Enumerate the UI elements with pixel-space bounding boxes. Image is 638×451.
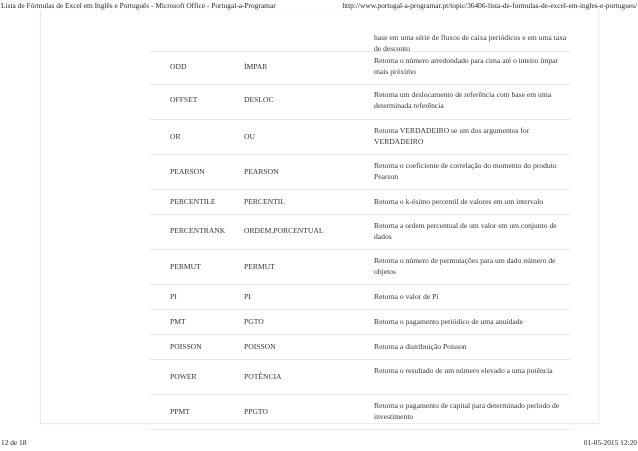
formula-portuguese: ORDEM.PORCENTUAL — [244, 226, 324, 235]
formula-portuguese: DESLOC — [244, 95, 274, 104]
formula-english: PPMT — [170, 407, 190, 416]
table-row — [150, 190, 570, 215]
formula-description: Retorna o número arredondado para cima até o inteiro ímpar mais próximo — [374, 56, 559, 76]
table-row — [150, 335, 570, 360]
table-row — [150, 310, 570, 335]
formula-description: Retorna o valor de Pi — [374, 292, 439, 301]
document-url: http://www.portugal-a-programar.pt/topic/36406-lista-de-formulas-de-excel-em-ingles-e-portugues/ — [342, 1, 637, 10]
formula-portuguese: PGTO — [244, 317, 264, 326]
formula-portuguese: PPGTO — [244, 407, 268, 416]
formula-portuguese: POISSON — [244, 342, 276, 351]
formula-description: Retorna o pagamento de capital para determinado período de investimento — [374, 401, 560, 421]
formula-portuguese: PEARSON — [244, 167, 279, 176]
formula-description: Retorna o k-ésimo percentil de valores em um intervalo — [374, 197, 544, 206]
formula-english: PERCENTILE — [170, 197, 216, 206]
table-row — [150, 360, 570, 395]
table-row — [150, 155, 570, 190]
formula-english: ODD — [170, 62, 187, 71]
table-row — [150, 120, 570, 155]
page-number: 12 de 18 — [1, 438, 27, 447]
formula-english: PI — [170, 292, 177, 301]
formula-portuguese: ÍMPAR — [244, 62, 268, 71]
table-row — [150, 215, 570, 250]
table-row — [150, 395, 570, 430]
formula-description: Retorna a ordem percentual de um valor em um conjunto de dados — [374, 221, 557, 241]
formula-description: Retorna o pagamento periódico de uma anuidade — [374, 317, 523, 326]
print-datetime: 01-05-2015 12:20 — [583, 438, 637, 447]
formula-english: POISSON — [170, 342, 202, 351]
table-row — [150, 285, 570, 310]
formula-description: Retorna um deslocamento de referência com base em uma determinada referência — [374, 90, 552, 110]
formula-portuguese: PERCENTIL — [244, 197, 285, 206]
formula-english: POWER — [170, 372, 197, 381]
formula-portuguese: OU — [244, 132, 255, 141]
formula-table — [150, 11, 570, 430]
formula-english: OFFSET — [170, 95, 198, 104]
document-title: Lista de Fórmulas de Excel em Inglês e Português - Microsoft Office - Portugal-a-Programar — [1, 1, 276, 10]
table-row — [150, 85, 570, 120]
formula-portuguese: PI — [244, 292, 251, 301]
formula-description: Retorna a distribuição Poisson — [374, 342, 467, 351]
formula-portuguese: POTÊNCIA — [244, 372, 282, 381]
formula-english: PERMUT — [170, 262, 201, 271]
formula-english: PERCENTRANK — [170, 226, 226, 235]
table-row-continued — [150, 11, 570, 52]
formula-english: PEARSON — [170, 167, 205, 176]
table-row — [150, 52, 570, 85]
formula-description: Retorna o resultado de um número elevado a uma potência — [374, 366, 553, 375]
formula-portuguese: PERMUT — [244, 262, 275, 271]
formula-description: Retorna o número de permutações para um dado número de objetos — [374, 256, 556, 276]
formula-english: OR — [170, 132, 181, 141]
formula-description: Retorna o coeficiente de correlação do momento do produto Pearson — [374, 161, 557, 181]
continued-description: base em uma série de fluxos de caixa periódicos e em uma taxa de desconto — [374, 33, 567, 53]
table-row — [150, 250, 570, 285]
formula-description: Retorna VERDADEIRO se um dos argumentos for VERDADEIRO — [374, 126, 530, 146]
formula-english: PMT — [170, 317, 186, 326]
